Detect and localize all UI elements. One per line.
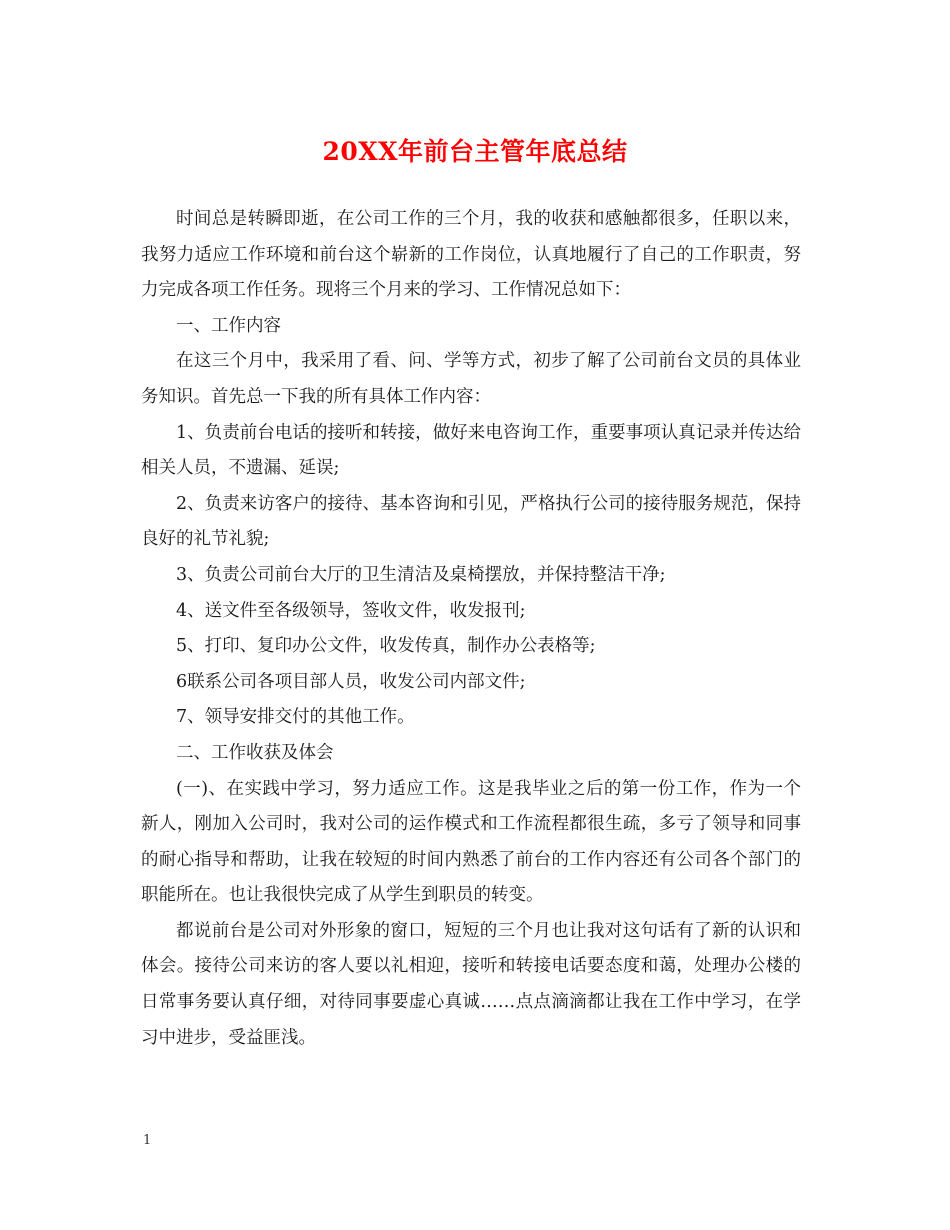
list-item-duty-4: 4、送文件至各级领导，签收文件，收发报刊; <box>176 600 526 621</box>
paragraph-work-overview: 在这三个月中，我采用了看、问、学等方式，初步了解了公司前台文员的具体业务知识。首先总一下我的所有具体工作内容： <box>141 351 801 407</box>
list-item-duty-3: 3、负责公司前台大厅的卫生清洁及桌椅摆放，并保持整洁干净; <box>176 564 666 585</box>
list-item-duty-6: 6联系公司各项目部人员，收发公司内部文件; <box>176 671 526 692</box>
list-item-duty-2: 2、负责来访客户的接待、基本咨询和引见，严格执行公司的接待服务规范，保持良好的礼节礼貌; <box>141 493 801 550</box>
list-item-duty-7: 7、领导安排交付的其他工作。 <box>176 707 415 728</box>
list-item-duty-5: 5、打印、复印办公文件，收发传真，制作办公表格等; <box>176 636 596 657</box>
paragraph-front-desk-image: 都说前台是公司对外形象的窗口，短短的三个月也让我对这句话有了新的认识和体会。接待公司来访的客人要以礼相迎，接听和转接电话要态度和蔼，处理办公楼的日常事务要认真仔细，对待同事要虚心真诚……点点滴滴都让我在工作中学习，在学习中进步，受益匪浅。 <box>141 920 801 1048</box>
paragraph-intro: 时间总是转瞬即逝，在公司工作的三个月，我的收获和感触都很多，任职以来，我努力适应工作环境和前台这个崭新的工作岗位，认真地履行了自己的工作职责，努力完成各项工作任务。现将三个月来的学习、工作情况总如下： <box>141 209 801 301</box>
document-title: 20XX年前台主管年底总结 <box>322 137 628 166</box>
document-body <box>141 202 801 1056</box>
list-item-duty-1: 1、负责前台电话的接听和转接，做好来电咨询工作，重要事项认真记录并传达给相关人员，不遗漏、延误; <box>141 422 801 479</box>
section-heading-work-content: 一、工作内容 <box>176 315 281 336</box>
section-heading-gains: 二、工作收获及体会 <box>176 742 334 763</box>
paragraph-learning-in-practice: (一)、在实践中学习，努力适应工作。这是我毕业之后的第一份工作，作为一个新人，刚加入公司时，我对公司的运作模式和工作流程都很生疏，多亏了领导和同事的耐心指导和帮助，让我在较短的时间内熟悉了前台的工作内容还有公司各个部门的职能所在。也让我很快完成了从学生到职员的转变。 <box>141 778 801 906</box>
page-number: 1 <box>143 1133 152 1148</box>
